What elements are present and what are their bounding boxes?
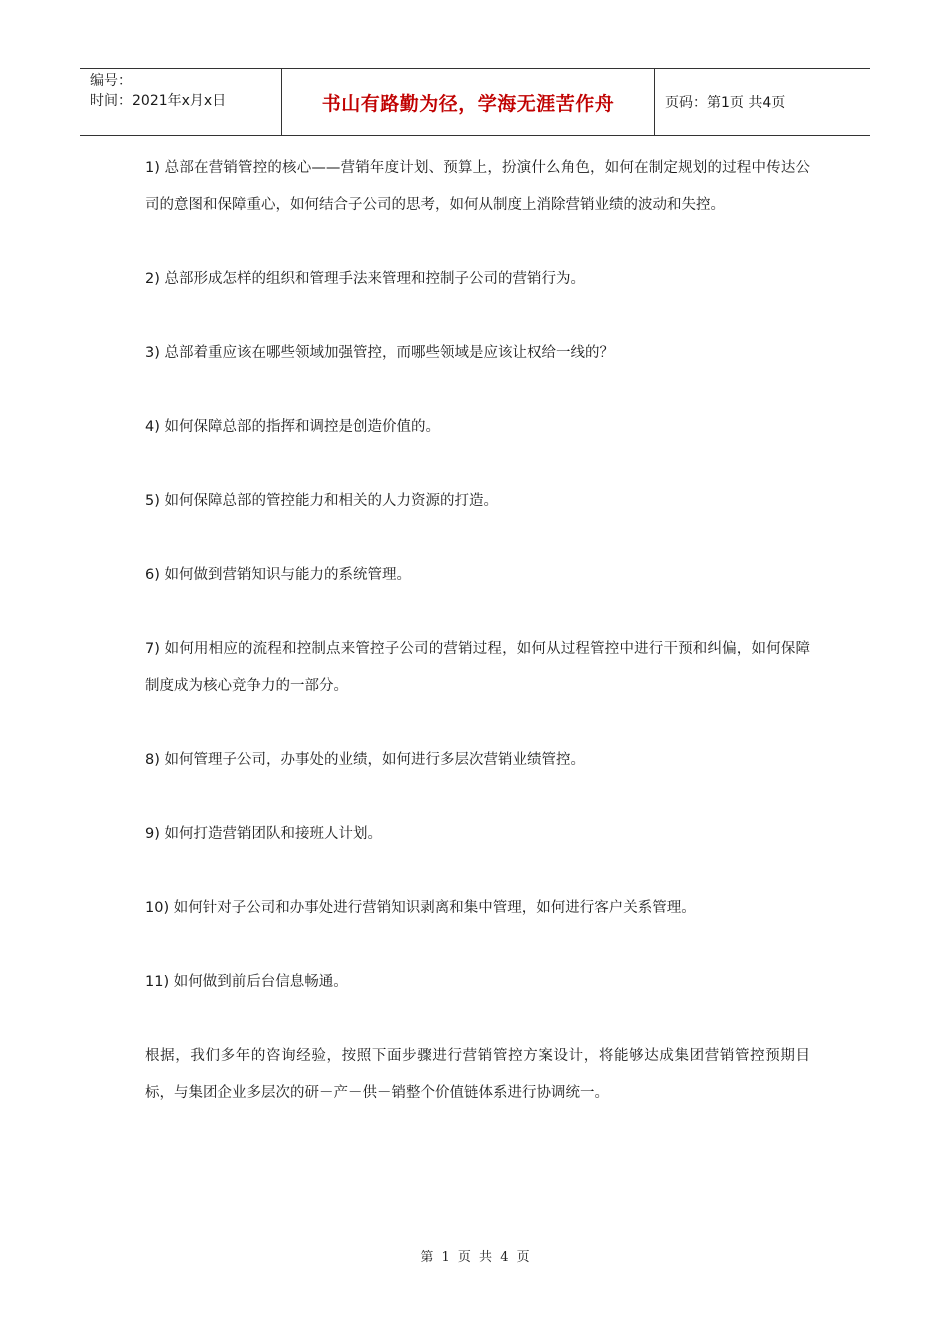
header-motto: 书山有路勤为径，学海无涯苦作舟 — [281, 69, 655, 135]
paragraph-2: 2) 总部形成怎样的组织和管理手法来管理和控制子公司的营销行为。 — [145, 271, 585, 287]
paragraph-6: 6) 如何做到营销知识与能力的系统管理。 — [145, 567, 411, 583]
paragraph-4: 4) 如何保障总部的指挥和调控是创造价值的。 — [145, 419, 440, 435]
paragraph-7: 7) 如何用相应的流程和控制点来管控子公司的营销过程，如何从过程管控中进行干预和纠偏，如何保障制度成为核心竞争力的一部分。 — [145, 641, 810, 694]
paragraph-1: 1) 总部在营销管控的核心——营销年度计划、预算上，扮演什么角色，如何在制定规划的过程中传达公司的意图和保障重心，如何结合子公司的思考，如何从制度上消除营销业绩的波动和失控。 — [145, 160, 810, 213]
header-page-info: 页码：第1页 共4页 — [665, 95, 786, 111]
paragraph-conclusion: 根据，我们多年的咨询经验，按照下面步骤进行营销管控方案设计，将能够达成集团营销管控预期目标，与集团企业多层次的研－产－供－销整个价值链体系进行协调统一。 — [145, 1048, 810, 1101]
document-time-label: 时间：2021年x月x日 — [90, 93, 227, 109]
page-header — [80, 68, 870, 136]
document-body — [145, 150, 810, 1112]
paragraph-8: 8) 如何管理子公司，办事处的业绩，如何进行多层次营销业绩管控。 — [145, 752, 585, 768]
header-meta — [80, 69, 281, 135]
paragraph-11: 11) 如何做到前后台信息畅通。 — [145, 974, 348, 990]
page-footer: 第 1 页 共 4 页 — [420, 1250, 530, 1265]
paragraph-9: 9) 如何打造营销团队和接班人计划。 — [145, 826, 382, 842]
paragraph-5: 5) 如何保障总部的管控能力和相关的人力资源的打造。 — [145, 493, 498, 509]
paragraph-10: 10) 如何针对子公司和办事处进行营销知识剥离和集中管理，如何进行客户关系管理。 — [145, 900, 696, 916]
document-number-label: 编号： — [90, 73, 132, 89]
paragraph-3: 3) 总部着重应该在哪些领域加强管控，而哪些领域是应该让权给一线的？ — [145, 345, 614, 361]
